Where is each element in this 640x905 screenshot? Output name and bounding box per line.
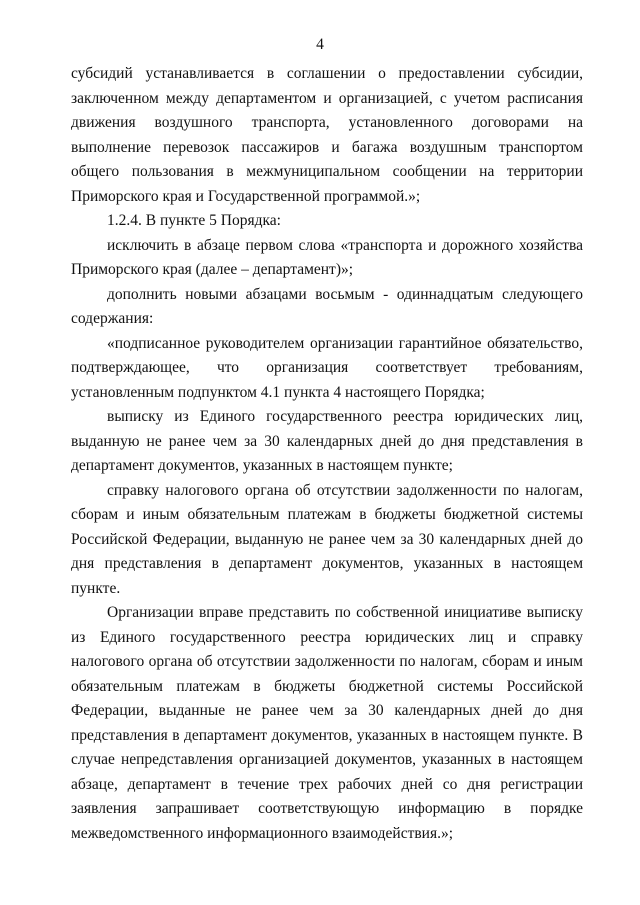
paragraph-exclude-words: исключить в абзаце первом слова «транспорта и дорожного хозяйства Приморского края (далее – департамент)»; — [71, 236, 583, 278]
paragraph-registry-extract: выписку из Единого государственного реестра юридических лиц, выданную не ранее чем за 30 календарных дней до дня представления в департамент документов, указанных в настоящем пункте; — [71, 408, 583, 474]
paragraph-add-new: дополнить новыми абзацами восьмым - одиннадцатым следующего содержания: — [71, 285, 583, 327]
paragraph-continuation: субсидий устанавливается в соглашении о предоставлении субсидии, заключенном между департаментом и организацией, с учетом расписания движения воздушного транспорта, установленного договорами на выполнение перевозок пассажиров и багажа воздушным транспортом общего пользования в межмуниципальном сообщении на территории Приморского края и Государственной программой.»; — [71, 65, 583, 205]
page-number: 4 — [316, 36, 324, 53]
paragraph-tax-certificate: справку налогового органа об отсутствии задолженности по налогам, сборам и иным обязательным платежам в бюджеты бюджетной системы Российской Федерации, выданную не ранее чем за 30 календарных дней до дня представления в департамент документов, указанных в настоящем пункте. — [71, 481, 583, 597]
paragraph-own-initiative: Организации вправе представить по собственной инициативе выписку из Единого государственного реестра юридических лиц и справку налогового органа об отсутствии задолженности по налогам, сборам и иным обязательным платежам в бюджеты бюджетной системы Российской Федерации, выданные не ранее чем за 30 календарных дней до дня представления в департамент документов, указанных в настоящем пункте. В случае непредставления организацией документов, указанных в настоящем абзаце, департамент в течение трех рабочих дней со дня регистрации заявления запрашивает соответствующую информацию в порядке межведомственного информационного взаимодействия.»; — [71, 604, 583, 842]
paragraph-item-1-2-4: 1.2.4. В пункте 5 Порядка: — [107, 212, 281, 229]
paragraph-guarantee: «подписанное руководителем организации гарантийное обязательство, подтверждающее, что организация соответствует требованиям, установленным подпунктом 4.1 пункта 4 настоящего Порядка; — [71, 334, 583, 401]
document-body — [71, 62, 583, 846]
